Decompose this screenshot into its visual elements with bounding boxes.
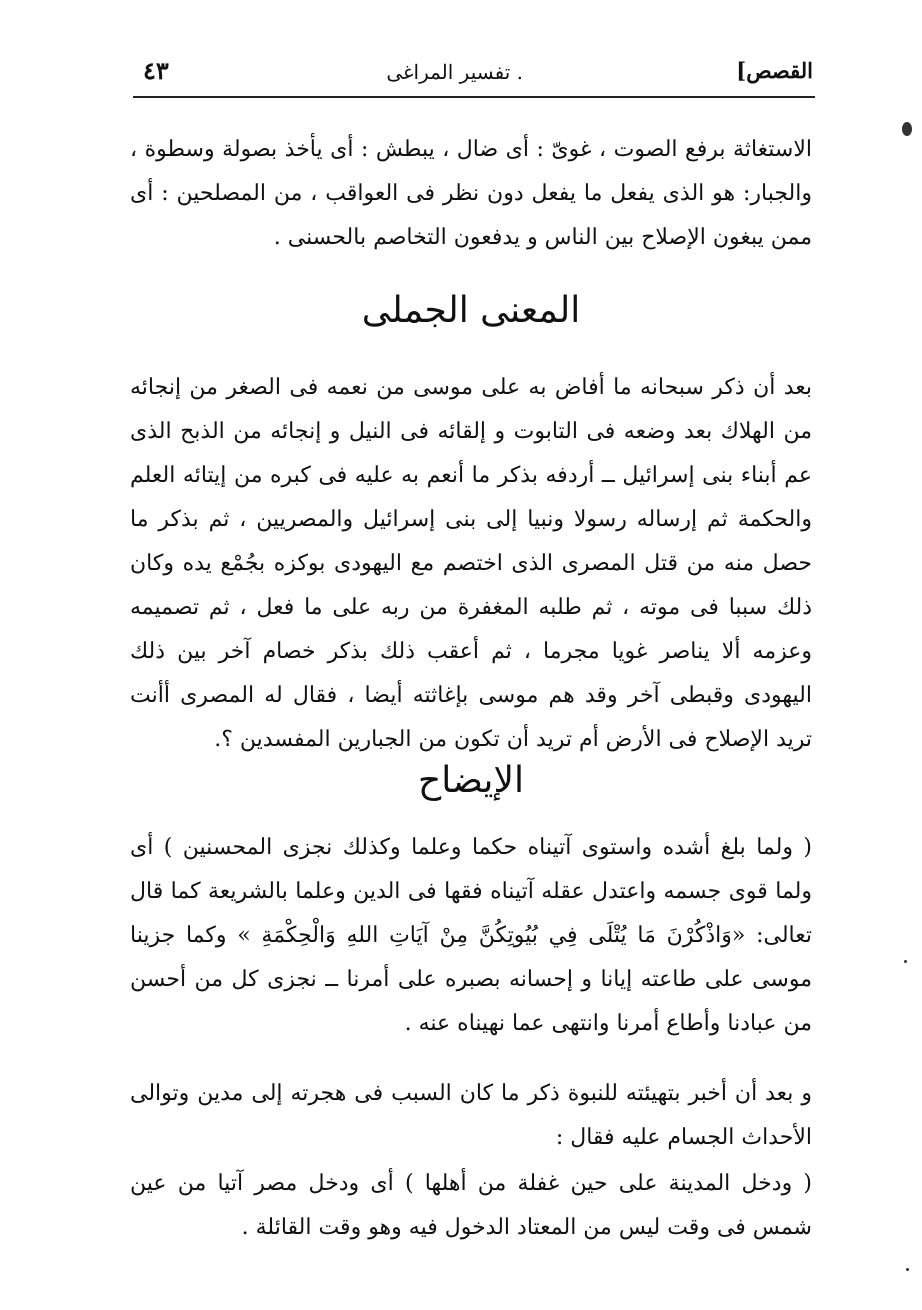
explanation-paragraph-2: و بعد أن أخبر بتهيئته للنبوة ذكر ما كان السبب فى هجرته إلى مدين وتوالى الأحداث الجسام عليه فقال :: [130, 1081, 812, 1150]
book-title: . تفسير المراغى: [386, 60, 523, 84]
header-rule: [133, 96, 815, 98]
scan-mark: [902, 122, 912, 136]
section-heading-explanation: الإيضاح: [418, 760, 524, 801]
explanation-paragraph-3: ( ودخل المدينة على حين غفلة من أهلها ) أى ودخل مصر آتيا من عين شمس فى وقت ليس من المعتاد الدخول فيه وهو وقت القائلة .: [130, 1171, 812, 1240]
scan-mark: [906, 1268, 909, 1271]
vocabulary-paragraph: الاستغاثة برفع الصوت ، غوىّ : أى ضال ، يبطش : أى يأخذ بصولة وسطوة ، والجبار: هو الذى يفعل ما يفعل دون نظر فى العواقب ، من المصلحين : أى ممن يبغون الإصلاح بين الناس و يدفعون التخاصم بالحسنى .: [130, 137, 812, 250]
explanation-paragraph-1: ( ولما بلغ أشده واستوى آتيناه حكما وعلما وكذلك نجزى المحسنين ) أى ولما قوى جسمه واعتدل عقله آتيناه فقها فى الدين وعلما بالشريعة كما قال تعالى: «وَاذْكُرْنَ مَا يُتْلَى فِي بُيُوتِكُنَّ مِنْ آيَاتِ اللهِ وَالْحِكْمَةِ » وكما جزينا موسى على طاعته إيانا و إحسانه بصبره على أمرنا ــ نجزى كل من أحسن من عبادنا وأطاع أمرنا وانتهى عما نهيناه عنه .: [130, 835, 812, 1036]
section-heading-summary: المعنى الجملى: [361, 290, 581, 331]
surah-name: القصص]: [736, 58, 813, 83]
running-header: [133, 54, 813, 94]
summary-paragraph: بعد أن ذكر سبحانه ما أفاض به على موسى من نعمه فى الصغر من إنجائه من الهلاك بعد وضعه فى التابوت و إلقائه فى النيل و إنجائه من الذبح الذى عم أبناء بنى إسرائيل ــ أردفه بذكر ما أنعم به عليه فى كبره من إيتائه العلم والحكمة ثم إرساله رسولا ونبيا إلى بنى إسرائيل والمصريين ، ثم بذكر ما حصل منه من قتل المصرى الذى اختصم مع اليهودى بوكزه بجُمْع يده وكان ذلك سببا فى موته ، ثم طلبه المغفرة من ربه على ما فعل ، ثم تصميمه وعزمه ألا يناصر غويا مجرما ، ثم أعقب ذلك بذكر خصام آخر بين ذلك اليهودى وقبطى آخر وقد هم موسى بإغاثته أيضا ، فقال له المصرى أأنت تريد الإصلاح فى الأرض أم تريد أن تكون من الجبارين المفسدين ؟.: [130, 375, 812, 752]
scan-mark: [904, 960, 907, 963]
page-number: ٤٣: [143, 56, 169, 85]
